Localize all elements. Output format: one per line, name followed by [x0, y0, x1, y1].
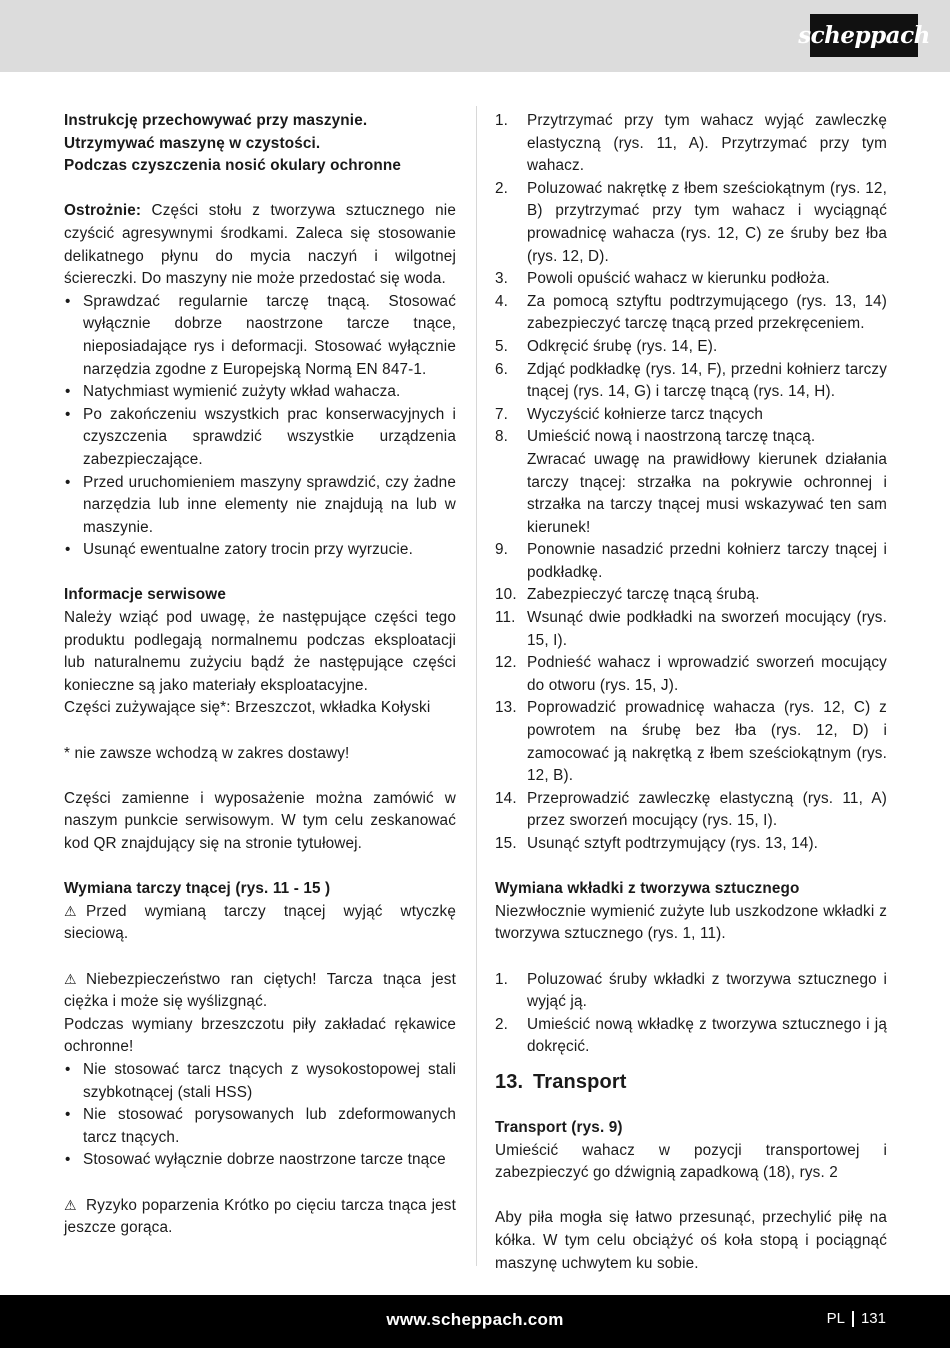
list-item [495, 539, 887, 584]
step-number: 12. [495, 654, 517, 672]
step-number: 4. [495, 292, 509, 310]
list-item: • Sprawdzać regularnie tarczę tnącą. Stosować wyłącznie dobrze naostrzone tarcze tnące, nieposiadające rys i deformacji. Stosować wyłącznie narzędzia zgodne z Europejską Normą EN 847-1. [64, 291, 456, 381]
blade-change-heading: Wymiana tarczy tnącej (rys. 11 - 15 ) [64, 880, 331, 898]
page-number: 131 [860, 1310, 886, 1327]
list-item [495, 1014, 887, 1059]
step-text: Przytrzymać przy tym wahacz wyjąć zawleczkę elastyczną (rys. 11, A). Przytrzymać przy tym wahacz. [527, 112, 887, 175]
warning-icon: ⚠ [64, 971, 77, 988]
service-paragraph: Należy wziąć pod uwagę, że następujące części tego produktu podlegają normalnemu podczas eksploatacji lub naturalnemu zużyciu bądź że następujące części konieczne są jako materiały eksploatacyjne. [64, 609, 456, 694]
step-text: Odkręcić śrubę (rys. 14, E). [527, 337, 718, 355]
step-text: Umieścić nową wkładkę z tworzywa sztucznego i ją dokręcić. [527, 1015, 887, 1056]
list-item [495, 652, 887, 697]
list-item: • Nie stosować porysowanych lub zdeformowanych tarcz tnących. [64, 1104, 456, 1149]
step-text: Przeprowadzić zawleczkę elastyczną (rys. 11, A) przez sworzeń mocujący (rys. 15, I). [527, 789, 887, 830]
list-item [495, 110, 887, 178]
step-number: 2. [495, 1015, 509, 1033]
list-item [495, 359, 887, 404]
page-indicator [827, 1310, 886, 1327]
language-code: PL [826, 1310, 845, 1327]
warning-text: Ryzyko poparzenia Krótko po cięciu tarcza tnąca jest jeszcze gorąca. [64, 1196, 456, 1237]
service-parts: Części zużywające się*: Brzeszczot, wkładka Kołyski [64, 699, 431, 717]
step-number: 13. [495, 699, 517, 717]
website-link[interactable]: www.scheppach.com [386, 1310, 564, 1329]
warning-text: Niebezpieczeństwo ran ciętych! Tarcza tnąca jest ciężka i może się wyślizgnąć. [64, 970, 456, 1011]
section-heading [495, 1069, 887, 1095]
warning-icon: ⚠ [64, 903, 77, 920]
step-text: Usunąć sztyft podtrzymujący (rys. 13, 14). [527, 835, 819, 852]
step-text: Umieścić nową i naostrzoną tarczę tnącą. [527, 428, 816, 446]
step-number: 15. [495, 835, 517, 852]
care-line: Podczas czyszczenia nosić okulary ochronne [64, 157, 401, 175]
list-item [495, 404, 887, 427]
step-number: 5. [495, 337, 509, 355]
transport-paragraph: Umieścić wahacz w pozycji transportowej i zabezpieczyć go dźwignią zapadkową (18), rys. 2 [495, 1141, 887, 1182]
list-item: • Natychmiast wymienić zużyty wkład wahacza. [64, 381, 456, 404]
warning-paragraph [64, 901, 456, 946]
list-item [495, 607, 887, 652]
step-number: 9. [495, 541, 509, 559]
step-number: 1. [495, 970, 509, 988]
step-text: Zabezpieczyć tarczę tnącą śrubą. [527, 586, 760, 604]
list-item: • Przed uruchomieniem maszyny sprawdzić, czy żadne narzędzia lub inne elementy nie znajdują na lub w maszynie. [64, 472, 456, 540]
step-number: 2. [495, 179, 509, 197]
page-footer [0, 1295, 950, 1348]
list-item [495, 697, 887, 787]
gloves-paragraph: Podczas wymiany brzeszczotu piły zakładać rękawice ochronne! [64, 1015, 456, 1056]
list-item: • Po zakończeniu wszystkich prac konserwacyjnych i czyszczenia sprawdzić wszystkie urządzenia zabezpieczające. [64, 404, 456, 472]
step-number: 14. [495, 789, 517, 807]
step-number: 7. [495, 405, 509, 423]
service-paragraph: Części zamienne i wyposażenie można zamówić w naszym punkcie serwisowym. W tym celu zeskanować kod QR znajdujący się na stronie tytułowej. [64, 789, 456, 852]
insert-heading: Wymiana wkładki z tworzywa sztucznego [495, 880, 800, 898]
step-number: 1. [495, 112, 509, 129]
list-item [495, 336, 887, 359]
step-text: Powoli opuścić wahacz w kierunku podłoża. [527, 270, 830, 288]
caution-paragraph [64, 200, 456, 290]
step-text: Poluzować śruby wkładki z tworzywa sztucznego i wyjąć ją. [527, 970, 887, 1011]
list-item [495, 426, 887, 539]
insert-paragraph: Niezwłocznie wymienić zużyte lub uszkodzone wkładki z tworzywa sztucznego (rys. 1, 11). [495, 902, 887, 943]
list-item [495, 969, 887, 1014]
step-number: 8. [495, 428, 509, 446]
step-text: Poprowadzić prowadnicę wahacza (rys. 12, C) z powrotem na śrubę bez łba (rys. 12, D) i zamocować ją nakrętką z łbem sześciokątnym (rys. 12, B). [527, 699, 887, 785]
insert-steps-list [495, 969, 887, 1059]
care-line: Utrzymywać maszynę w czystości. [64, 134, 321, 152]
step-text: Podnieść wahacz i wprowadzić sworzeń mocujący do otworu (rys. 15, J). [527, 654, 887, 694]
step-number: 3. [495, 270, 509, 288]
warning-icon: ⚠ [64, 1197, 77, 1214]
list-item [495, 268, 887, 291]
transport-paragraph: Aby piła mogła się łatwo przesunąć, przechylić piłę na kółka. W tym celu obciążyć oś koła stopą i pociągnąć maszynę uchwytem ku sobie. [495, 1209, 887, 1272]
warning-paragraph [64, 1195, 456, 1240]
maintenance-list [64, 291, 456, 562]
list-item [495, 178, 887, 268]
step-text: Ponownie nasadzić przedni kołnierz tarczy tnącej i podkładkę. [527, 541, 887, 581]
list-item [495, 833, 887, 856]
blade-steps-list [495, 110, 887, 856]
step-number: 10. [495, 586, 517, 604]
step-text: Zdjąć podkładkę (rys. 14, F), przedni kołnierz tarczy tnącej (rys. 14, G) i tarczę tnącą (rys. 14, H). [527, 360, 887, 401]
left-column [64, 110, 456, 1240]
warning-paragraph [64, 969, 456, 1014]
step-text: Za pomocą sztyftu podtrzymującego (rys. 13, 14) zabezpieczyć tarczę tnącą przed przekręceniem. [527, 292, 887, 333]
care-line: Instrukcję przechowywać przy maszynie. [64, 112, 368, 129]
service-note: * nie zawsze wchodzą w zakres dostawy! [64, 744, 350, 762]
warning-text: Przed wymianą tarczy tnącej wyjąć wtyczkę sieciową. [64, 902, 456, 943]
list-item: • Usunąć ewentualne zatory trocin przy wyrzucie. [64, 539, 456, 562]
step-text: Wyczyścić kołnierze tarcz tnących [527, 405, 764, 423]
list-item [495, 291, 887, 336]
blade-list [64, 1059, 456, 1172]
separator [852, 1311, 854, 1327]
service-heading: Informacje serwisowe [64, 586, 226, 604]
caution-text: Części stołu z tworzywa sztucznego nie czyścić agresywnymi środkami. Zaleca się stosowanie delikatnego płynu do mycia naczyń i wilgotnej ściereczki. Do maszyny nie może przedostać się woda. [64, 202, 456, 288]
section-title: Transport [533, 1070, 627, 1093]
list-item: • Nie stosować tarcz tnących z wysokostopowej stali szybkotnącej (stali HSS) [64, 1059, 456, 1104]
section-number: 13. [495, 1070, 524, 1093]
list-item [495, 788, 887, 833]
list-item [495, 584, 887, 607]
step-number: 6. [495, 360, 509, 378]
column-divider [476, 106, 477, 1266]
scheppach-logo: scheppach [810, 14, 918, 57]
step-number: 11. [495, 609, 516, 627]
caution-label: Ostrożnie: [64, 202, 142, 220]
step-note: Zwracać uwagę na prawidłowy kierunek działania tarczy tnącej: strzałka na pokrywie ochronnej i strzałka na tarczy tnącej musi wskazywać ten sam kierunek! [527, 450, 887, 536]
step-text: Poluzować nakrętkę z łbem sześciokątnym (rys. 12, B) przytrzymać przy tym wahacz i wyciągnąć prowadnicę wahacza (rys. 12, C) ze śruby bez łba (rys. 12, D). [527, 179, 887, 265]
list-item: • Stosować wyłącznie dobrze naostrzone tarcze tnące [64, 1149, 456, 1172]
step-text: Wsunąć dwie podkładki na sworzeń mocujący (rys. 15, I). [527, 609, 887, 649]
right-column [495, 110, 887, 1275]
page-header [0, 0, 950, 72]
transport-heading: Transport (rys. 9) [495, 1118, 623, 1136]
